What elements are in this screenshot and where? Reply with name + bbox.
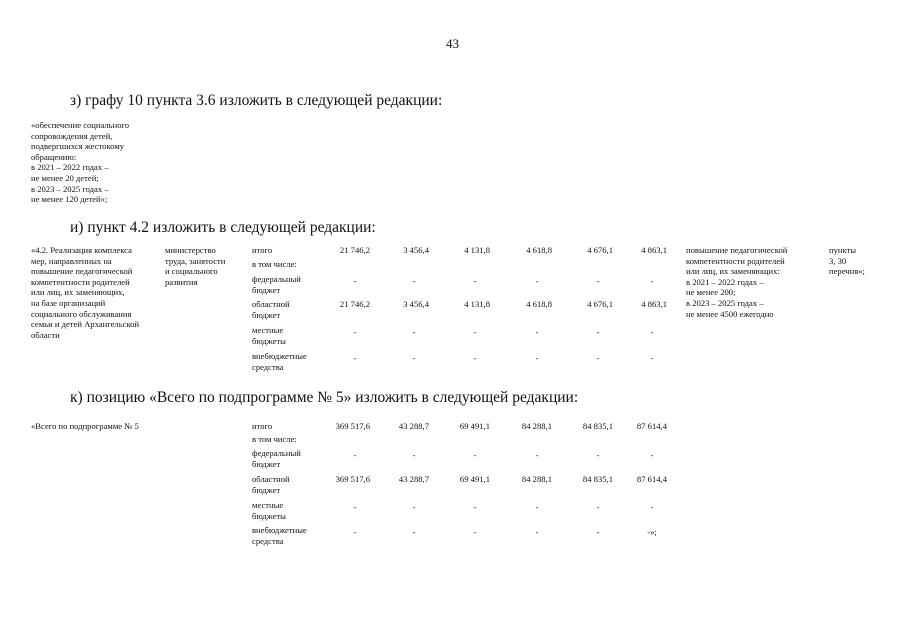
section-i-name [31,245,139,340]
section-i-executor-line: труда, занятости [165,255,226,266]
value-cell: - [353,327,357,337]
row-label [252,351,307,372]
value-cell: - [353,353,357,363]
value-cell: 369 517,6 [335,421,370,431]
value-cell: - [596,327,600,337]
section-i-name-line: повышение педагогической [31,266,133,277]
value-cell: - [596,353,600,363]
value-cell: 84 288,1 [521,474,552,484]
section-i-name-line: области [31,329,60,340]
row-label [252,259,297,270]
section-z-line: не менее 120 детей»; [31,194,108,205]
section-i-name-line: семьи и детей Архангельской [31,319,140,330]
value-cell: 4 131,8 [464,299,490,309]
value-cell: 3 456,4 [403,299,429,309]
section-i-result-line: не менее 200; [686,287,736,298]
row-label-line: средства [252,361,284,372]
value-cell: - [412,450,416,460]
section-z-heading: з) графу 10 пункта 3.6 изложить в следующей редакции: [70,92,443,109]
value-cell: 4 676,1 [587,299,613,309]
row-label-line: местные [252,325,284,335]
value-cell: - [353,450,357,460]
row-label [252,421,272,432]
row-label [252,474,290,495]
value-cell: 369 517,6 [335,474,370,484]
section-i-executor [165,245,225,287]
row-label-line: в том числе: [252,259,297,269]
value-cell: 4 863,1 [641,245,667,255]
row-label-line: местные [252,500,284,510]
value-cell: - [650,450,654,460]
value-cell: - [412,327,416,337]
value-cell: - [353,527,357,537]
value-cell: 69 491,1 [459,421,490,431]
section-k-heading: к) позицию «Всего по подпрограмме № 5» изложить в следующей редакции: [70,389,579,406]
row-label-line: бюджеты [252,510,286,521]
section-i-ref [829,245,865,277]
value-cell: 4 131,8 [464,245,490,255]
section-k-name-line: «Всего по подпрограмме № 5 [31,421,139,431]
value-cell: 84 288,1 [521,421,552,431]
value-cell: - [650,502,654,512]
value-cell: 84 835,1 [582,474,613,484]
value-cell: - [473,450,477,460]
value-cell: 21 746,2 [339,299,370,309]
value-cell: - [412,527,416,537]
row-label [252,448,301,469]
section-i-name-line: «4.2. Реализация комплекса [31,245,132,255]
section-i-ref-line: 3, 30 [829,255,847,266]
value-cell: 3 456,4 [403,245,429,255]
section-i-result-line: повышение педагогической [686,245,788,255]
value-cell: 84 835,1 [582,421,613,431]
value-cell: - [353,276,357,286]
row-label-line: в том числе: [252,434,297,444]
section-k-name [31,421,139,432]
value-cell: -»; [647,527,657,537]
section-i-ref-line: перечня»; [829,266,865,277]
row-label-line: внебюджетные [252,351,307,361]
value-cell: - [412,276,416,286]
section-i-result-line: в 2023 – 2025 годах – [686,297,764,308]
value-cell: - [353,502,357,512]
section-z-line: не менее 20 детей; [31,172,99,183]
row-label-line: федеральный [252,274,301,284]
section-z-line: «обеспечение социального [31,120,130,130]
value-cell: - [596,450,600,460]
value-cell: 4 676,1 [587,245,613,255]
row-label-line: областной [252,474,290,484]
value-cell: 43 288,7 [398,474,429,484]
section-i-result-line: или лиц, их заменяющих: [686,266,780,277]
value-cell: - [412,353,416,363]
row-label [252,500,286,521]
row-label [252,325,286,346]
value-cell: 87 614,4 [636,474,667,484]
value-cell: 4 618,8 [526,245,552,255]
value-cell: - [596,502,600,512]
row-label-line: средства [252,535,284,546]
section-i-name-line: на базе организаций [31,297,106,308]
section-i-result [686,245,787,319]
row-label [252,274,301,295]
value-cell: - [535,450,539,460]
section-z-text [31,120,171,205]
section-z-line: сопровождения детей, [31,130,113,141]
section-i-executor-line: развития [165,276,198,287]
value-cell: 87 614,4 [636,421,667,431]
section-i-executor-line: министерство [165,245,216,255]
section-i-result-line: не менее 4500 ежегодно [686,308,774,319]
section-i-result-line: компетентности родителей [686,255,785,266]
row-label-line: областной [252,299,290,309]
section-i-ref-line: пункты [829,245,857,255]
row-label-line: бюджет [252,309,281,320]
value-cell: - [535,502,539,512]
value-cell: - [535,353,539,363]
value-cell: 69 491,1 [459,474,490,484]
value-cell: - [535,276,539,286]
section-i-name-line: социального обслуживания [31,308,132,319]
value-cell: - [650,353,654,363]
row-label [252,434,297,445]
value-cell: - [535,327,539,337]
value-cell: - [473,527,477,537]
value-cell: - [650,327,654,337]
value-cell: - [535,527,539,537]
section-i-name-line: или лиц, их заменяющих, [31,287,125,298]
row-label-line: итого [252,245,273,255]
value-cell: - [473,502,477,512]
section-z-line: обращению: [31,151,77,162]
row-label [252,245,272,256]
section-i-executor-line: и социального [165,266,218,277]
value-cell: 43 288,7 [398,421,429,431]
value-cell: 4 618,8 [526,299,552,309]
section-i-result-line: в 2021 – 2022 годах – [686,276,764,287]
value-cell: - [412,502,416,512]
row-label-line: итого [252,421,273,431]
row-label-line: внебюджетные [252,525,307,535]
row-label-line: бюджет [252,284,281,295]
section-i-name-line: компетентности родителей [31,276,130,287]
page-number: 43 [446,36,459,51]
value-cell: - [473,353,477,363]
row-label [252,525,307,546]
section-i-heading: и) пункт 4.2 изложить в следующей редакции: [70,219,376,236]
row-label-line: бюджет [252,458,281,469]
section-z-line: подвергшихся жестокому [31,141,125,152]
section-i-name-line: мер, направленных на [31,255,112,266]
row-label [252,299,290,320]
row-label-line: бюджет [252,484,281,495]
value-cell: 21 746,2 [339,245,370,255]
value-cell: 4 863,1 [641,299,667,309]
value-cell: - [473,276,477,286]
value-cell: - [596,276,600,286]
value-cell: - [650,276,654,286]
row-label-line: федеральный [252,448,301,458]
value-cell: - [596,527,600,537]
section-z-line: в 2021 – 2022 годах – [31,162,109,173]
row-label-line: бюджеты [252,335,286,346]
section-z-line: в 2023 – 2025 годах – [31,183,109,194]
value-cell: - [473,327,477,337]
